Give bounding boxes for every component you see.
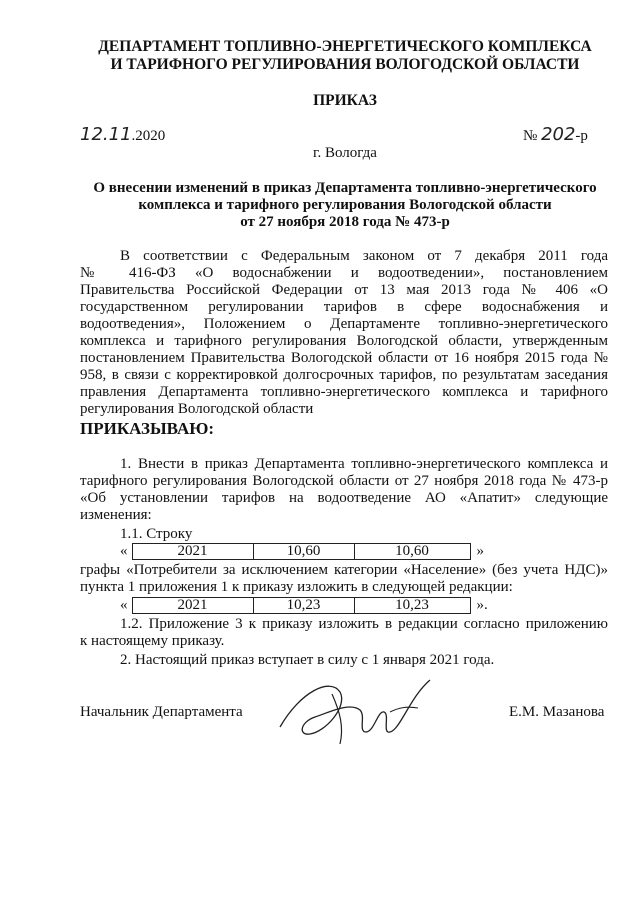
tariff-row-new xyxy=(120,597,488,614)
department-name-line1: ДЕПАРТАМЕНТ ТОПЛИВНО-ЭНЕРГЕТИЧЕСКОГО КОМПЛЕКСА xyxy=(98,38,592,55)
document-number xyxy=(523,126,588,145)
table-cell-value1: 10,60 xyxy=(254,544,355,559)
department-name-line2: И ТАРИФНОГО РЕГУЛИРОВАНИЯ ВОЛОГОДСКОЙ ОБЛАСТИ xyxy=(110,56,580,73)
city: г. Вологда xyxy=(313,145,377,161)
quote-open: « xyxy=(120,543,128,559)
table-cell-value1: 10,23 xyxy=(254,598,355,613)
number-prefix: № xyxy=(523,128,538,144)
preamble-line: государственном регулировании тарифов в сфере водоснабжения и xyxy=(80,299,608,315)
tariff-table-new xyxy=(132,597,471,614)
signatory-position: Начальник Департамента xyxy=(80,704,243,720)
preamble-line: водоотведения», Положением о Департаменте топливно-энергетического xyxy=(80,316,608,332)
document-type: ПРИКАЗ xyxy=(313,92,377,109)
document-date xyxy=(80,126,165,145)
subitem-1-1-label: 1.1. Строку xyxy=(120,526,193,542)
item1-line: тарифного регулирования Вологодской области от 27 ноября 2018 года № 473-р xyxy=(80,473,608,489)
preamble-line: правления Департамента топливно-энергетического комплекса и тарифного xyxy=(80,384,608,400)
tariff-row-old xyxy=(120,543,484,560)
between-line: графы «Потребители за исключением категории «Население» (без учета НДС)» xyxy=(80,562,608,578)
order-word: ПРИКАЗЫВАЮ: xyxy=(80,419,215,438)
quote-open: « xyxy=(120,597,128,613)
subitem-1-2-line1: 1.2. Приложение 3 к приказу изложить в редакции согласно приложению xyxy=(120,616,608,632)
date-year: .2020 xyxy=(131,128,166,144)
quote-close: ». xyxy=(476,597,488,613)
preamble-line: 958, в связи с корректировкой долгосрочных тарифов, по результатам заседания xyxy=(80,367,608,383)
preamble-line: постановлением Правительства Вологодской области от 16 ноября 2015 года № xyxy=(80,350,608,366)
number-suffix: -р xyxy=(575,128,588,144)
preamble-line: комплекса и тарифного регулирования Вологодской области, утвержденным xyxy=(80,333,608,349)
title-line2: комплекса и тарифного регулирования Вологодской области xyxy=(138,197,552,213)
preamble-line: Правительства Российской Федерации от 13 мая 2013 года № 406 «О xyxy=(80,282,608,298)
table-cell-year: 2021 xyxy=(133,544,254,559)
signatory-name: Е.М. Мазанова xyxy=(509,704,605,720)
handwritten-number: 202 xyxy=(541,124,576,145)
item1-line: «Об установлении тарифов на водоотведение АО «Апатит» следующие xyxy=(80,490,608,506)
preamble-line: В соответствии с Федеральным законом от 7 декабря 2011 года xyxy=(120,248,608,264)
title-line1: О внесении изменений в приказ Департамента топливно-энергетического xyxy=(93,180,597,196)
between-line-last: пункта 1 приложения 1 к приказу изложить в следующей редакции: xyxy=(80,579,513,595)
title-line3: от 27 ноября 2018 года № 473-р xyxy=(240,214,450,230)
subitem-1-2-line2: к настоящему приказу. xyxy=(80,633,225,649)
item2: 2. Настоящий приказ вступает в силу с 1 января 2021 года. xyxy=(120,652,495,668)
table-cell-year: 2021 xyxy=(133,598,254,613)
table-cell-value2: 10,60 xyxy=(395,543,429,559)
preamble-line: № 416-ФЗ «О водоснабжении и водоотведении», постановлением xyxy=(80,265,608,281)
table-cell-value2: 10,23 xyxy=(395,597,429,613)
handwritten-date: 12.11 xyxy=(80,124,132,145)
quote-close: » xyxy=(476,543,484,559)
tariff-table-old xyxy=(132,543,471,560)
item1-line: 1. Внести в приказ Департамента топливно-энергетического комплекса и xyxy=(120,456,608,472)
preamble-line-last: регулирования Вологодской области xyxy=(80,401,314,417)
signature-image xyxy=(270,672,440,752)
item1-line-last: изменения: xyxy=(80,507,152,523)
